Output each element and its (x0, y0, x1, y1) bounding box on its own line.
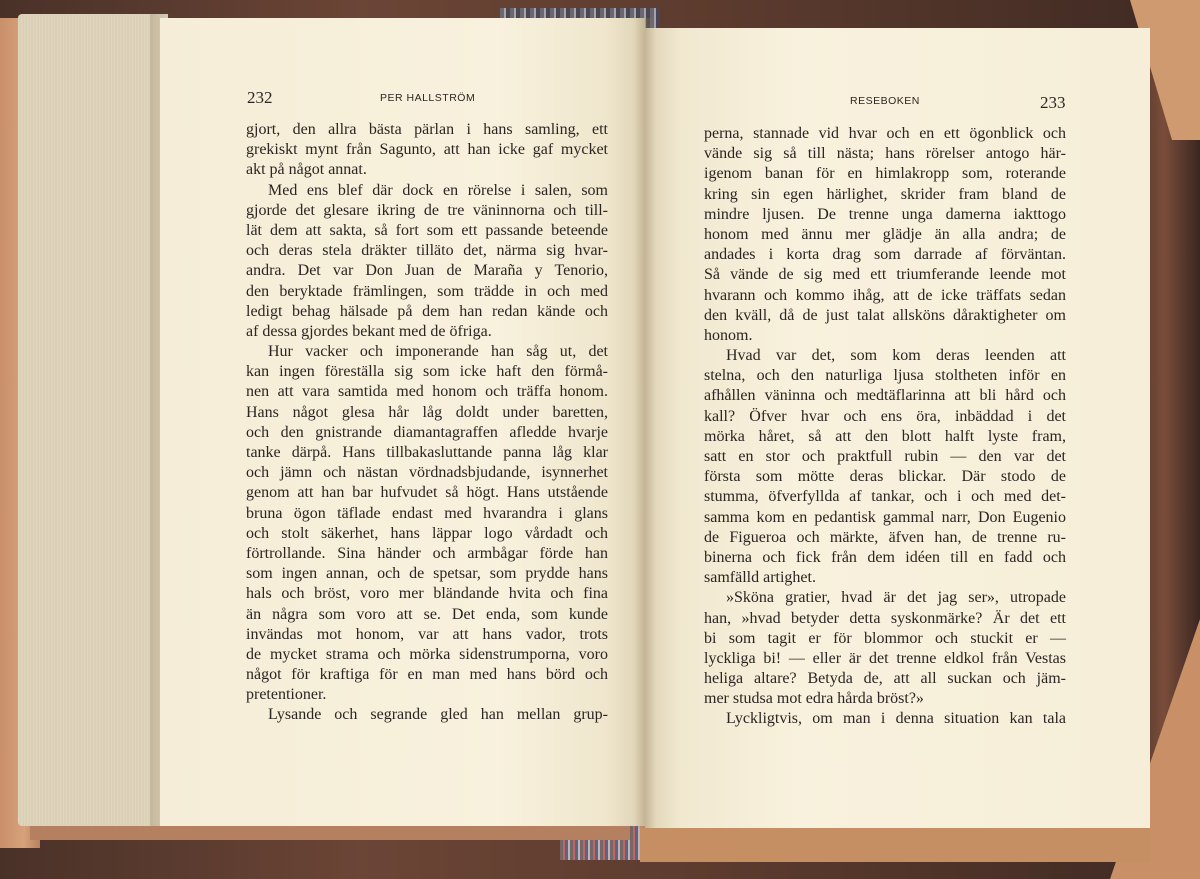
cover-bottom-right (640, 826, 1150, 862)
book-gutter (634, 18, 656, 828)
text-line: nen att vara samtida med honom och träffa honom. (246, 383, 608, 401)
text-line: grekiskt mynt från Sagunto, att han icke gaf mycket (246, 141, 608, 159)
text-line: den beryktade främlingen, som trädde in och med (246, 282, 608, 300)
text-line: än några som voro att se. Det enda, som kunde (246, 605, 608, 623)
text-line: kall? Öfver hvar och ens öra, inbäddad i det (704, 407, 1066, 425)
text-line: hals och bröst, voro mer bländande hvita och fina (246, 585, 608, 603)
text-line: och deras stela dräkter tilläto det, närma sig hvar- (246, 242, 608, 260)
text-line: igenom banan för en himlakropp som, roterande (704, 165, 1066, 183)
text-line: Lyckligtvis, om man i denna situation kan tala (726, 710, 1066, 728)
text-line: invändas mot honom, var att hans vador, trots (246, 625, 608, 643)
cover-bottom-left (30, 826, 630, 840)
text-line: kan ingen föreställa sig som icke haft den förmå- (246, 363, 608, 381)
text-line: första som mötte deras blickar. Där stodo de (704, 468, 1066, 486)
right-page-number: 233 (1040, 93, 1066, 112)
text-line: honom med ännu mer glädje än alla andra; de (704, 225, 1066, 243)
text-line: vände sig så till nästa; hans rörelser antogo här- (704, 145, 1066, 163)
text-line: de mycket strama och mörka sidenstrumporna, voro (246, 645, 608, 663)
text-line: binerna och fick från dem idéen till en fadd och (704, 548, 1066, 566)
text-line: honom. (704, 326, 753, 344)
text-line: något för kraftiga för en man med hans börd och (246, 666, 608, 684)
text-line: Hur vacker och imponerande han såg ut, det (268, 343, 608, 361)
text-line: och den gnistrande diamantagraffen afledde hvarje (246, 423, 608, 441)
text-line: stumma, öfverfyllda af tankar, och i och med det- (704, 488, 1066, 506)
text-line: bruna ögon täflade endast med hvarandra i glans (246, 504, 608, 522)
text-line: tanke därpå. Hans tillbakasluttande panna låg klar (246, 444, 608, 461)
text-line: andades i korta drag som darrade af förväntan. (704, 246, 1066, 264)
text-line: mindre ljusen. De trenne unga damerna iakttogo (704, 205, 1066, 223)
text-line: och stolt säkerhet, hans läppar logo vårdadt och (246, 524, 608, 542)
text-line: afhållen väninna och medtäflarinna att bli hård och (704, 387, 1066, 405)
text-line: samma kom en pedantisk gammal narr, Don Eugenio (704, 508, 1066, 526)
right-running-head: RESEBOKEN (850, 95, 920, 107)
left-page-text (246, 120, 608, 726)
text-line: mörka håret, så att den blott halft lyste fram, (704, 427, 1066, 445)
text-line: lyckliga bi! — eller är det trenne eldkol från Vestas (704, 649, 1066, 667)
text-line: satt en stor och praktfull rubin — den var det (704, 448, 1066, 465)
text-line: andra. Det var Don Juan de Maraña y Tenorio, (246, 262, 608, 280)
text-line: af dessa gjordes bekant med de öfriga. (246, 322, 492, 340)
text-line: stelna, och den naturliga ljusa stoltheten inför en (704, 367, 1066, 385)
text-line: perna, stannade vid hvar och en ett ögonblick och (704, 125, 1066, 142)
text-line: Lysande och segrande gled han mellan grup- (268, 706, 608, 724)
text-line: förtrollande. Sina händer och armbågar förde han (246, 544, 608, 562)
text-line: kring sin egen härlighet, skrider fram bland de (704, 185, 1066, 203)
text-line: mer studsa mot edra hårda bröst?» (704, 690, 924, 708)
text-line: och jämn och nästan vördnadsbjudande, isynnerhet (246, 464, 608, 482)
text-line: de Figueroa och märkte, äfven han, de trenne ru- (704, 528, 1066, 546)
right-page-text (704, 124, 1066, 730)
left-running-head: PER HALLSTRÖM (380, 92, 476, 104)
text-line: »Sköna gratier, hvad är det jag ser», utropade (726, 589, 1066, 607)
text-line: bi som tagit er för blommor och stuckit er — (704, 629, 1066, 647)
text-line: hvarann och kommo ihåg, att de icke träffats sedan (704, 286, 1066, 304)
text-line: genom att han bar hufvudet så högt. Hans utstående (246, 484, 608, 502)
text-line: akt på något annat. (246, 161, 367, 179)
text-line: som ingen annan, och de spetsar, som prydde hans (246, 565, 608, 583)
text-line: Så vände de sig med ett triumferande leende mot (704, 266, 1066, 284)
text-line: lät dem att sakta, så fort som ett passande beteende (246, 221, 608, 239)
text-line: gjort, den allra bästa pärlan i hans samling, ett (246, 121, 608, 138)
text-line: han, »hvad betyder detta syskonmärke? Är det ett (704, 609, 1066, 627)
text-line: Hvad var det, som kom deras leenden att (726, 347, 1066, 365)
text-line: pretentioner. (246, 686, 327, 704)
text-line: den kväll, då de just talat allsköns dåraktigheter om (704, 306, 1066, 324)
text-line: samfälld artighet. (704, 569, 816, 587)
text-line: ledigt behag hälsade på dem han redan kände och (246, 302, 608, 320)
text-line: gjorde det glesare ikring de tre väninnorna och till- (246, 201, 608, 219)
text-line: heliga altare? Betyda de, att all suckan och jäm- (704, 670, 1066, 688)
left-page-number: 232 (247, 88, 273, 107)
page-stack-edges (18, 14, 168, 826)
text-line: Med ens blef där dock en rörelse i salen, som (268, 181, 608, 199)
text-line: Hans något glesa hår låg doldt under baretten, (246, 403, 608, 421)
